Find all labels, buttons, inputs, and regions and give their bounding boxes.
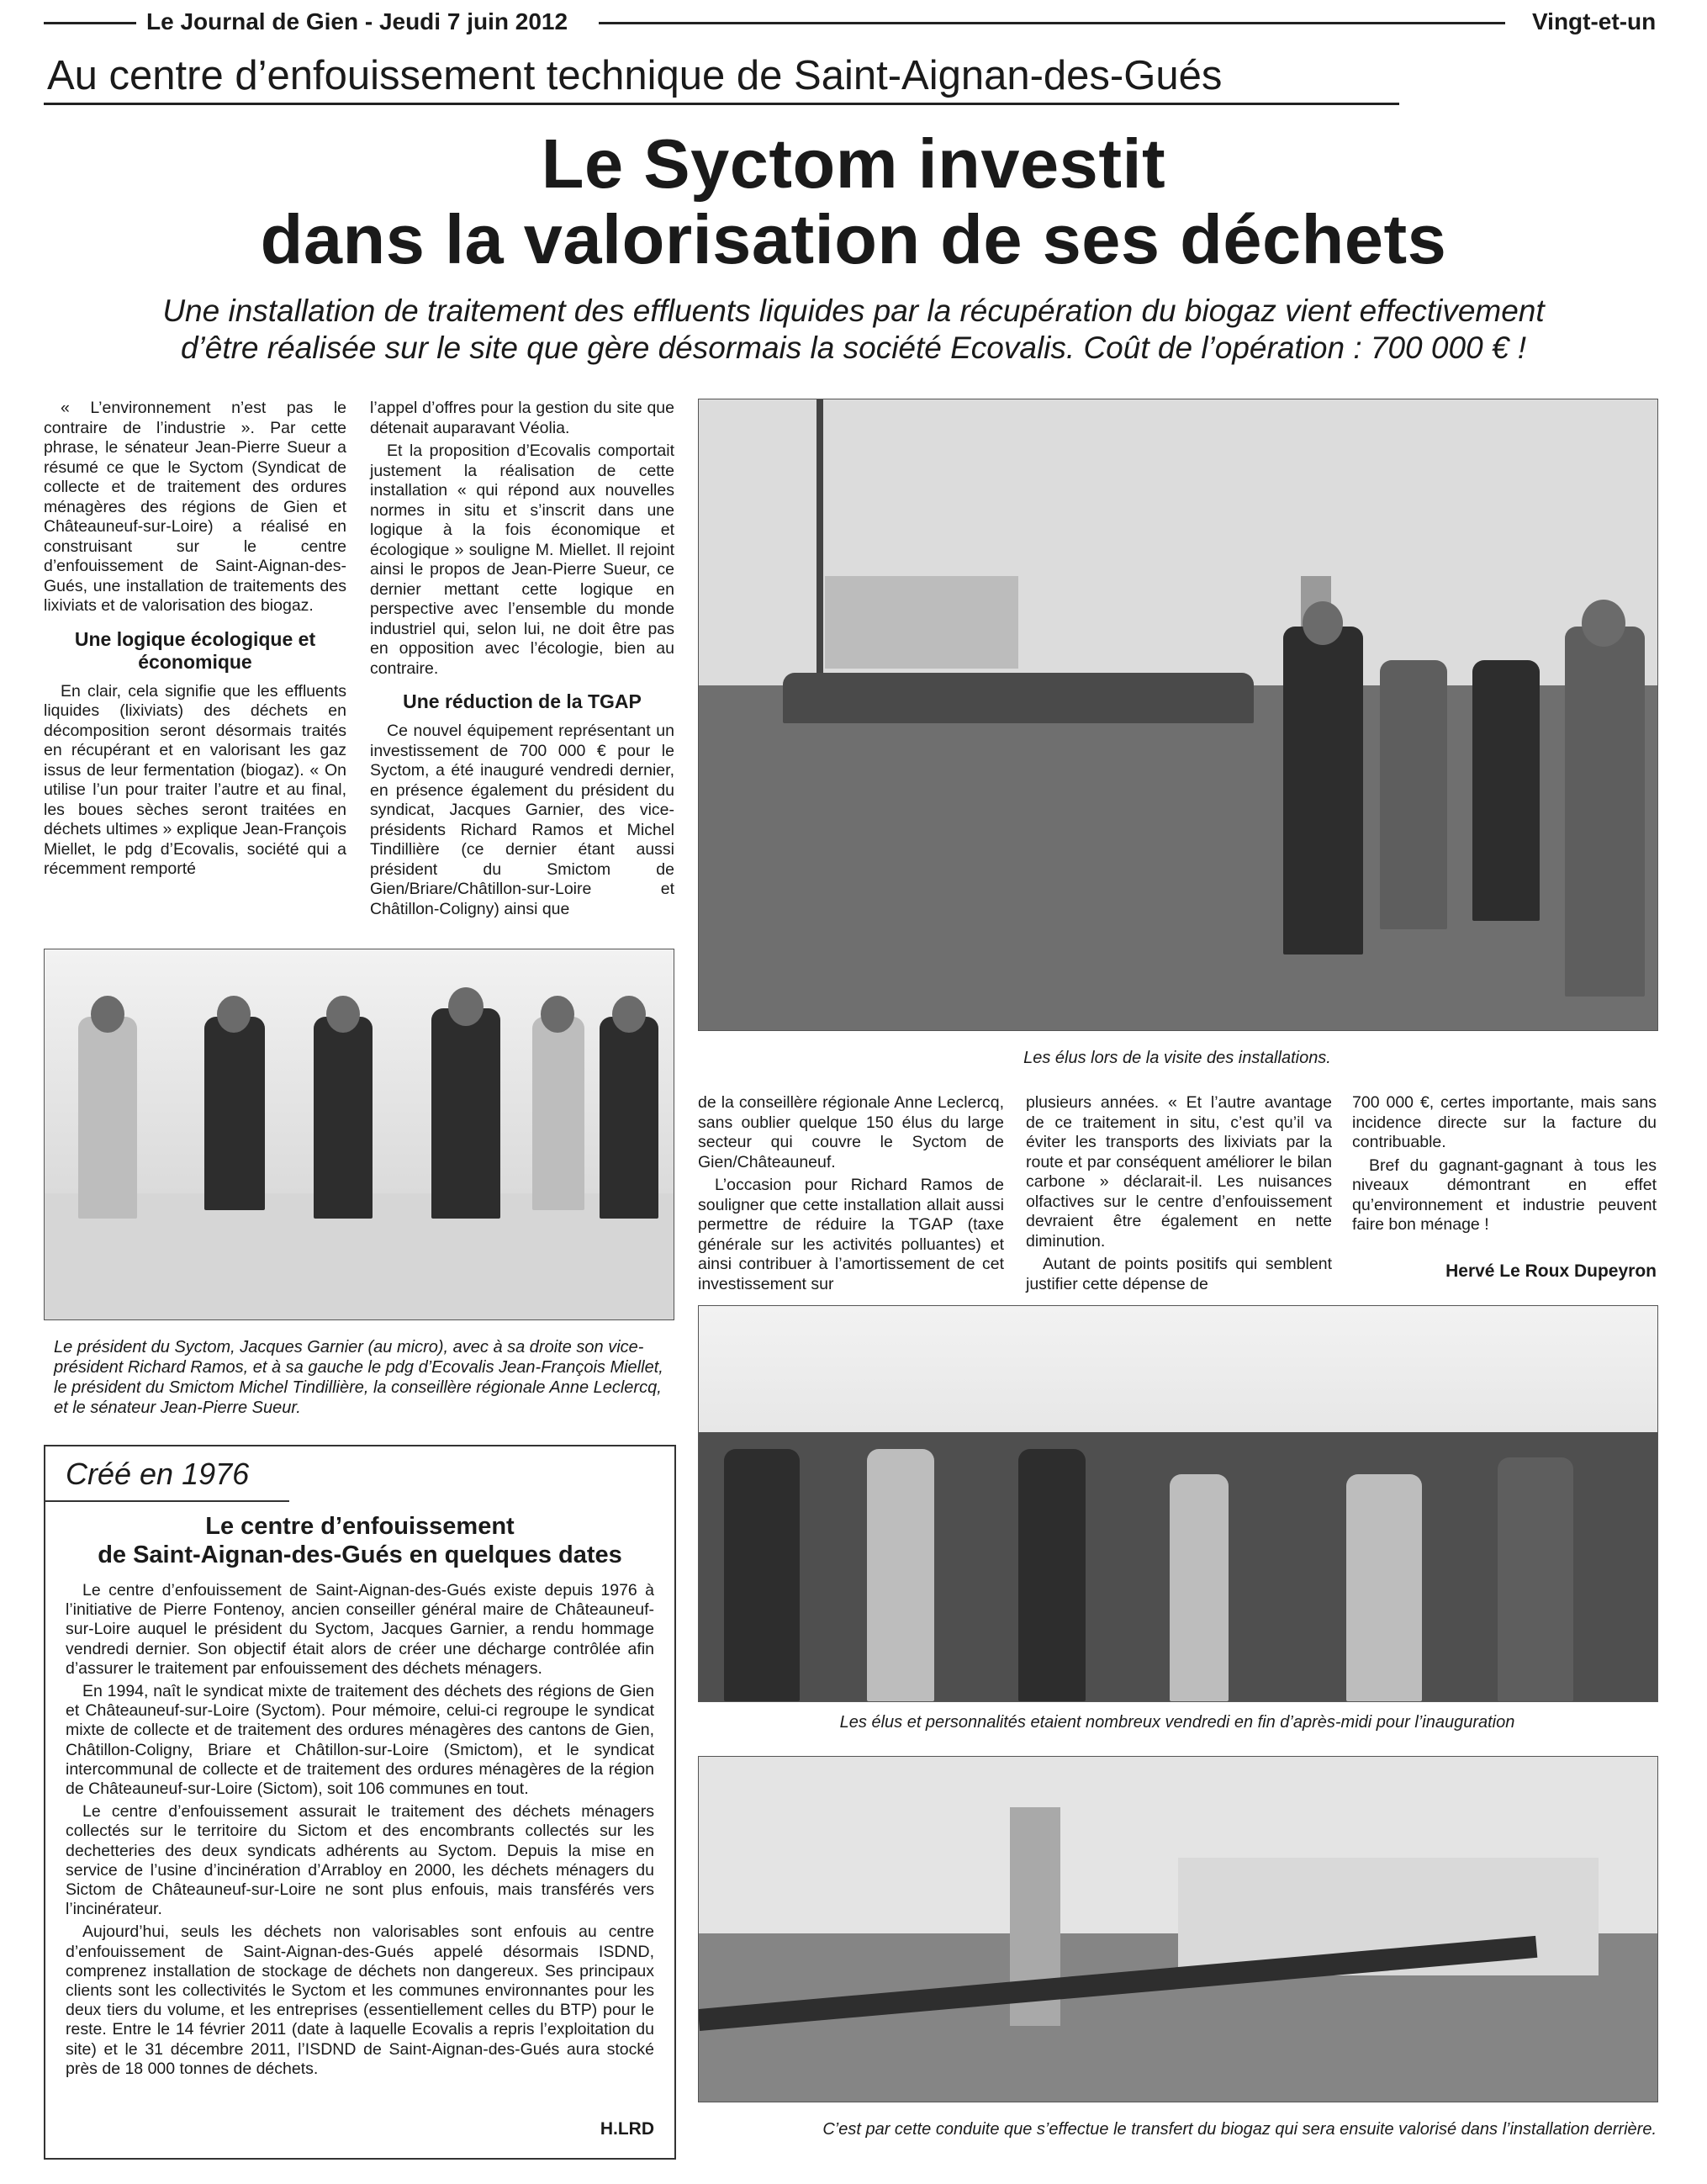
- sidebar-paragraph: Le centre d’enfouissement de Saint-Aignan-des-Gués existe depuis 1976 à l’initiative de Pierre Fontenoy, ancien conseiller général maire de Châteauneuf-sur-Loire auquel le président du Syctom, Jacques Garnier, a rendu hommage vendredi dernier. Son objectif était alors de créer une décharge contrôlée afin d’assurer le traitement par enfouissement des déchets ménagers.: [66, 1581, 654, 1678]
- photo-person: [431, 1008, 500, 1219]
- sidebar-paragraph: Aujourd’hui, seuls les déchets non valorisables sont enfouis au centre d’enfouissement de Saint-Aignan-des-Gués appelé désormais ISDND, comprenez installation de stockage de déchets non dangereux. Ses principaux clients sont les collectivités le Syctom et les communes environnantes pour les deux tiers du volume, et les entreprises (essentiellement celles du BTP) pour le reste. Entre le 14 février 2011 (date à laquelle Ecovalis a repris l’exploitation du site) et le 31 décembre 2011, l’ISDND de Saint-Aignan-des-Gués aura stocké près de 18 000 tonnes de déchets.: [66, 1922, 654, 2078]
- sidebar-subhead: [54, 1512, 666, 1569]
- article-paragraph: de la conseillère régionale Anne Leclercq, sans oublier quelque 150 élus du large secteur qui couvre le Syctom de Gien/Châteauneuf.: [698, 1093, 1004, 1171]
- photo-site-visit: [698, 399, 1658, 1031]
- photo-head: [448, 987, 484, 1026]
- sidebar-subhead-line-2: de Saint-Aignan-des-Gués en quelques dates: [98, 1541, 622, 1568]
- sidebar-text: [66, 1581, 654, 2082]
- photo-person: [1498, 1457, 1573, 1701]
- headline-line-2: dans la valorisation de ses déchets: [260, 200, 1447, 278]
- sidebar-paragraph: Le centre d’enfouissement assurait le traitement des déchets ménagers collectés sur le territoire du Sictom et des encombrants collectés sur les dechetteries des deux syndicats adhérents au Syctom. Depuis la mise en service de l’usine d’incinération d’Arrabloy en 2000, les déchets ménagers du Sictom de Châteauneuf-sur-Loire ne sont plus enfouis, mais transférés vers l’incinérateur.: [66, 1802, 654, 1919]
- article-column-5: [1352, 1093, 1657, 1239]
- photo-person: [1170, 1474, 1229, 1701]
- sidebar-byline: H.LRD: [600, 2119, 654, 2139]
- photo-building: [825, 576, 1018, 669]
- photo-person: [1565, 627, 1645, 997]
- photo-crowd-inauguration: [698, 1305, 1658, 1702]
- page-label: Vingt-et-un: [1532, 8, 1657, 34]
- photo-person: [1018, 1449, 1086, 1701]
- section-subhead: Une réduction de la TGAP: [403, 690, 642, 712]
- section-subhead: Une logique écologique et économique: [74, 627, 316, 673]
- photo-head: [1303, 601, 1343, 645]
- journal-dateline: Le Journal de Gien - Jeudi 7 juin 2012: [146, 8, 568, 34]
- article-column-1: [44, 399, 346, 883]
- article-paragraph: Bref du gagnant-gagnant à tous les niveaux démontrant en effet qu’environnement et industrie peuvent faire bon ménage !: [1352, 1155, 1657, 1234]
- standfirst: [50, 293, 1657, 367]
- photo-head: [326, 996, 360, 1033]
- photo-person: [724, 1449, 800, 1701]
- article-paragraph: plusieurs années. « Et l’autre avantage de ce traitement in situ, c’est qu’il va éviter les transports des lixiviats par la route et par conséquent améliorer le bilan carbone » déclarait-il. Les nuisances olfactives sur le centre d’enfouissement devraient être également en nette diminution.: [1026, 1093, 1332, 1251]
- headline-line-1: Le Syctom investit: [541, 124, 1166, 203]
- sidebar-subhead-line-1: Le centre d’enfouissement: [205, 1513, 515, 1540]
- photo-pole: [817, 399, 823, 677]
- article-column-3: [698, 1093, 1004, 1298]
- article-paragraph: « L’environnement n’est pas le contraire de l’industrie ». Par cette phrase, le sénateur Jean-Pierre Sueur a résumé ce que le Syctom (Syndicat de collecte et de traitement des ordures ménagères des régions de Gien et Châteauneuf-sur-Loire) a réalisé en construisant sur le centre d’enfouissement de Saint-Aignan-des-Gués, une installation de traitements des lixiviats et de valorisation des biogaz.: [44, 399, 346, 615]
- photo-person: [600, 1017, 658, 1219]
- sidebar-box: [44, 1445, 676, 2160]
- header-rule-left: [44, 22, 136, 24]
- photo-person: [204, 1017, 265, 1210]
- header-rule-right: [599, 22, 1505, 24]
- article-paragraph: 700 000 €, certes importante, mais sans incidence directe sur la facture du contribuable.: [1352, 1093, 1657, 1151]
- article-paragraph: Ce nouvel équipement représentant un investissement de 700 000 € pour le Syctom, a été inauguré vendredi dernier, en présence également du président du syndicat, Jacques Garnier, des vice-présidents Richard Ramos et Michel Tindillière (ce dernier étant aussi président du Smictom de Gien/Briare/Châtillon-sur-Loire et Châtillon-Coligny) ainsi que: [370, 722, 674, 918]
- article-paragraph: En clair, cela signifie que les effluents liquides (lixiviats) des déchets en décomposition seront désormais traités en récupérant et en valorisant les gaz issus de leur fermentation (biogaz). « On utilise l’un pour traiter l’autre et au final, les boues sèches seront traitées en déchets ultimes » explique Jean-François Miellet, le pdg d’Ecovalis, société qui a récemment remporté: [44, 681, 346, 878]
- photo-biogas-pipe: [698, 1756, 1658, 2102]
- caption-officials-speech: Le président du Syctom, Jacques Garnier (au micro), avec à sa droite son vice-président Richard Ramos, et à sa gauche le pdg d’Ecovalis Jean-François Miellet, le président du Smictom Michel Tindillière, la conseillère régionale Anne Leclercq, et le sénateur Jean-Pierre Sueur.: [54, 1338, 663, 1417]
- article-paragraph: Et la proposition d’Ecovalis comportait justement la réalisation de cette installation « qui répond aux nouvelles normes in situ et s’inscrit dans une logique à la fois économique et écologique » souligne M. Miellet. Il rejoint ainsi le propos de Jean-Pierre Sueur, ce dernier mettant cette logique en perspective avec l’ensemble du monde industriel qui, selon lui, ne doit être pas en opposition avec l’écologie, bien au contraire.: [370, 442, 674, 678]
- article-column-2: [370, 399, 674, 923]
- kicker-underline: [44, 103, 1399, 105]
- sidebar-title: Créé en 1976: [66, 1457, 250, 1491]
- photo-person: [1283, 627, 1363, 955]
- article-paragraph: L’occasion pour Richard Ramos de souligner que cette installation allait aussi permettre de réduire la TGAP (taxe générale sur les activités polluantes) et ainsi contribuer à l’amortissement de cet investissement sur: [698, 1176, 1004, 1293]
- photo-person: [1380, 660, 1447, 929]
- photo-head: [1582, 600, 1625, 647]
- caption-biogas-pipe: C’est par cette conduite que s’effectue le transfert du biogaz qui sera ensuite valorisé dans l’installation derrière.: [822, 2120, 1657, 2139]
- caption-site-visit: Les élus lors de la visite des installations.: [1023, 1049, 1331, 1067]
- photo-person: [78, 1017, 137, 1219]
- photo-officials-speech: [44, 949, 674, 1320]
- standfirst-line-1: Une installation de traitement des effluents liquides par la récupération du biogaz vient effectivement: [162, 293, 1545, 328]
- sidebar-paragraph: En 1994, naît le syndicat mixte de traitement des déchets des régions de Gien et Châteauneuf-sur-Loire (Syctom). Pour mémoire, celui-ci regroupe le syndicat mixte de collecte et de traitement des ordures ménagères des cantons de Gien, Châtillon-Coligny, Briare et Châtillon-sur-Loire (Smictom), et le syndicat intercommunal de collecte et de traitement des ordures ménagères de la région de Châteauneuf-sur-Loire (Sictom), soit 106 communes en tout.: [66, 1682, 654, 1799]
- photo-person: [1346, 1474, 1422, 1701]
- photo-person: [532, 1017, 584, 1210]
- photo-person: [867, 1449, 934, 1701]
- photo-person: [1472, 660, 1540, 921]
- headline: [50, 126, 1657, 278]
- caption-crowd: Les élus et personnalités etaient nombreux vendredi en fin d’après-midi pour l’inauguration: [839, 1713, 1515, 1732]
- photo-head: [541, 996, 574, 1033]
- photo-head: [217, 996, 251, 1033]
- standfirst-line-2: d’être réalisée sur le site que gère désormais la société Ecovalis. Coût de l’opération : 700 000 € !: [180, 331, 1527, 365]
- article-paragraph: l’appel d’offres pour la gestion du site que détenait auparavant Véolia.: [370, 399, 674, 437]
- photo-head: [612, 996, 646, 1033]
- photo-person: [314, 1017, 373, 1219]
- kicker: Au centre d’enfouissement technique de Saint-Aignan-des-Gués: [47, 53, 1223, 98]
- photo-person: [783, 673, 1254, 723]
- photo-head: [91, 996, 124, 1033]
- article-byline: Hervé Le Roux Dupeyron: [1445, 1261, 1657, 1281]
- article-paragraph: Autant de points positifs qui semblent justifier cette dépense de: [1026, 1255, 1332, 1293]
- sidebar-title-underline: [45, 1500, 289, 1502]
- article-column-4: [1026, 1093, 1332, 1298]
